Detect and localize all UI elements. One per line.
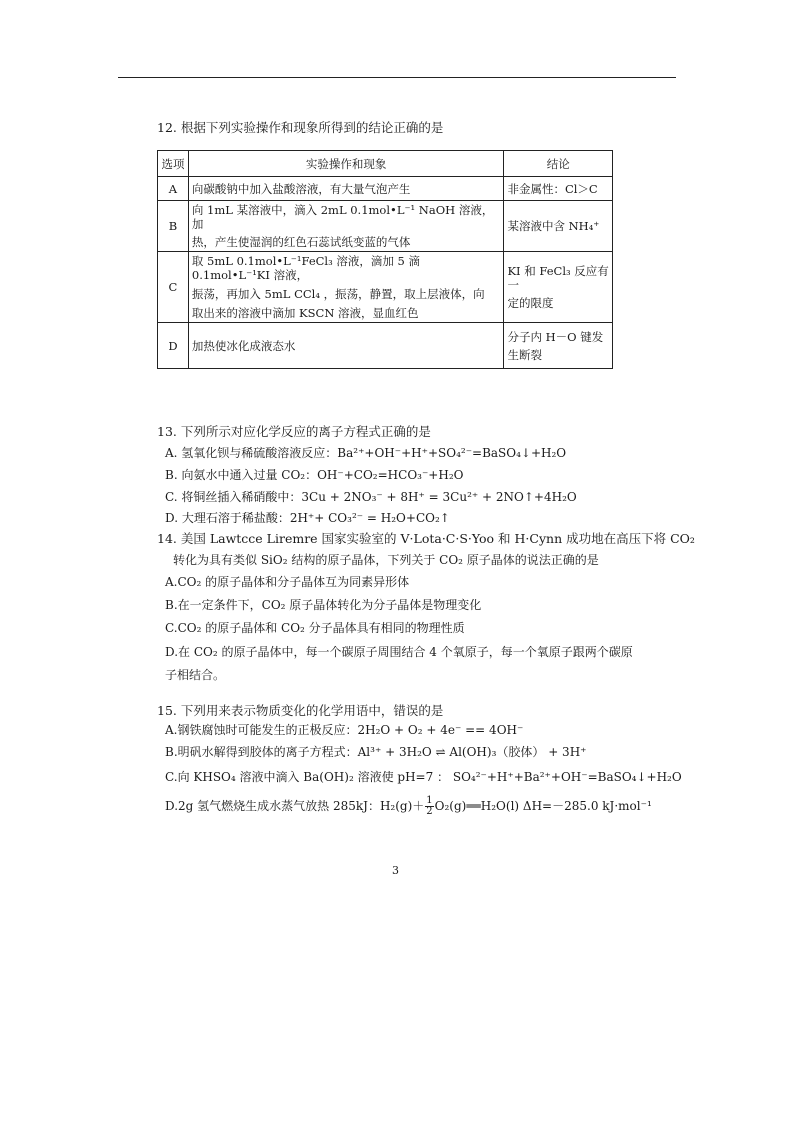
op-line: 向碳酸钠中加入盐酸溶液，有大量气泡产生 bbox=[191, 181, 411, 196]
conc-line: KI 和 FeCl₃ 反应有一 bbox=[507, 264, 609, 292]
table-row bbox=[158, 252, 613, 323]
fraction-numerator: 1 bbox=[426, 795, 433, 806]
table-header-row bbox=[158, 151, 613, 177]
q14-option-d-cont: 子相结合。 bbox=[165, 668, 226, 682]
q13-option-b: B. 向氨水中通入过量 CO₂：OH⁻+CO₂=HCO₃⁻+H₂O bbox=[165, 468, 464, 482]
op-line: 加热使冰化成液态水 bbox=[191, 338, 296, 353]
q14-option-c: C.CO₂ 的原子晶体和 CO₂ 分子晶体具有相同的物理性质 bbox=[165, 621, 465, 635]
row-operation bbox=[188, 323, 504, 369]
q12-stem: 12. 根据下列实验操作和现象所得到的结论正确的是 bbox=[157, 120, 444, 135]
row-operation bbox=[188, 177, 504, 201]
q14-stem: 14. 美国 Lawtcce Liremre 国家实验室的 V·Lota·C·S·Yoo 和 H·Cynn 成功地在高压下将 CO₂ bbox=[157, 531, 695, 546]
q13-option-c: C. 将铜丝插入稀硝酸中：3Cu + 2NO₃⁻ + 8H⁺ = 3Cu²⁺ + 2NO↑+4H₂O bbox=[165, 490, 577, 504]
op-line: 向 1mL 某溶液中，滴入 2mL 0.1mol•L⁻¹ NaOH 溶液，加 bbox=[191, 203, 494, 231]
q14-stem-cont: 转化为具有类似 SiO₂ 结构的原子晶体，下列关于 CO₂ 原子晶体的说法正确的是 bbox=[173, 553, 599, 567]
row-conclusion bbox=[504, 201, 613, 252]
op-line: 取出来的溶液中滴加 KSCN 溶液，显血红色 bbox=[191, 306, 419, 320]
row-operation bbox=[188, 252, 504, 323]
conc-line: 生断裂 bbox=[507, 347, 542, 362]
q15-option-b: B.明矾水解得到胶体的离子方程式：Al³⁺ + 3H₂O ⇌ Al(OH)₃（胶体） + 3H⁺ bbox=[165, 745, 587, 759]
page-number: 3 bbox=[392, 864, 399, 877]
q15-option-d bbox=[165, 796, 652, 817]
q14-option-a: A.CO₂ 的原子晶体和分子晶体互为同素异形体 bbox=[165, 575, 410, 589]
row-label: D bbox=[158, 323, 189, 369]
row-label: A bbox=[158, 177, 189, 201]
header-conclusion: 结论 bbox=[504, 151, 613, 177]
conc-line: 某溶液中含 NH₄⁺ bbox=[507, 219, 600, 233]
q15-option-d-text: D.2g 氢气燃烧生成水蒸气放热 285kJ：H₂(g)＋ bbox=[165, 799, 425, 813]
q15-option-a: A.钢铁腐蚀时可能发生的正极反应：2H₂O + O₂ + 4e⁻ == 4OH⁻ bbox=[165, 723, 524, 737]
table-row bbox=[158, 201, 613, 252]
conc-line: 分子内 H－O 键发 bbox=[507, 329, 604, 344]
q13-option-a: A. 氢氧化钡与稀硫酸溶液反应：Ba²⁺+OH⁻+H⁺+SO₄²⁻=BaSO₄↓+H₂O bbox=[165, 446, 567, 460]
q15-option-d-equation: O₂(g)══H₂O(l) ΔH=－285.0 kJ·mol⁻¹ bbox=[434, 799, 652, 813]
conc-line: 非金属性：Cl＞C bbox=[507, 181, 598, 196]
conc-line: 定的限度 bbox=[507, 296, 554, 310]
op-line: 热，产生使湿润的红色石蕊试纸变蓝的气体 bbox=[191, 235, 411, 249]
q12-table bbox=[157, 150, 613, 369]
header-option: 选项 bbox=[158, 151, 189, 177]
q15-option-c: C.向 KHSO₄ 溶液中滴入 Ba(OH)₂ 溶液使 pH=7 ： SO₄²⁻+H⁺+Ba²⁺+OH⁻=BaSO₄↓+H₂O bbox=[165, 770, 682, 784]
q15-stem: 15. 下列用来表示物质变化的化学用语中，错误的是 bbox=[157, 703, 444, 718]
header-operation: 实验操作和现象 bbox=[188, 151, 504, 177]
op-line: 振荡，再加入 5mL CCl₄ ，振荡，静置，取上层液体，向 bbox=[191, 287, 485, 301]
table-row bbox=[158, 323, 613, 369]
fraction-half bbox=[425, 796, 433, 817]
q13-stem: 13. 下列所示对应化学反应的离子方程式正确的是 bbox=[157, 424, 431, 439]
fraction-denominator: 2 bbox=[426, 806, 433, 817]
row-conclusion bbox=[504, 177, 613, 201]
row-conclusion bbox=[504, 323, 613, 369]
q14-option-b: B.在一定条件下，CO₂ 原子晶体转化为分子晶体是物理变化 bbox=[165, 598, 482, 612]
row-label: B bbox=[158, 201, 189, 252]
op-line: 取 5mL 0.1mol•L⁻¹FeCl₃ 溶液，滴加 5 滴 0.1mol•L⁻¹KI 溶液， bbox=[191, 254, 420, 282]
row-operation bbox=[188, 201, 504, 252]
row-conclusion bbox=[504, 252, 613, 323]
table-row bbox=[158, 177, 613, 201]
q14-option-d: D.在 CO₂ 的原子晶体中，每一个碳原子周围结合 4 个氧原子，每一个氧原子跟两个碳原 bbox=[165, 645, 633, 659]
row-label: C bbox=[158, 252, 189, 323]
header-rule bbox=[118, 77, 676, 78]
q13-option-d: D. 大理石溶于稀盐酸：2H⁺+ CO₃²⁻ = H₂O+CO₂↑ bbox=[165, 511, 450, 525]
